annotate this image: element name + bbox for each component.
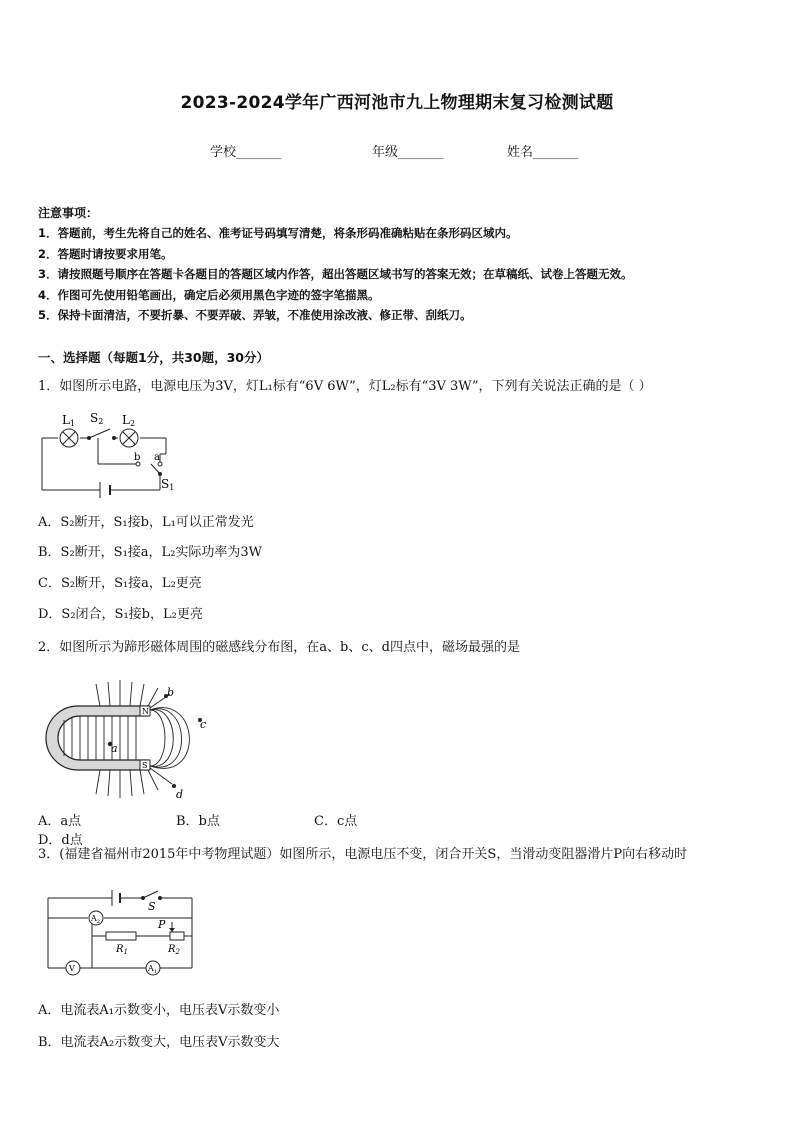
- q1-option-a[interactable]: A．S₂断开，S₁接b，L₁可以正常发光: [38, 515, 254, 530]
- notice-item: 2．答题时请按要求用笔。: [38, 247, 173, 261]
- question-1-stem: 1．如图所示电路，电源电压为3V，灯L₁标有“6V 6W”，灯L₂标有“3V 3W”，下列有关说法正确的是（ ）: [38, 379, 652, 394]
- q2-magnet-field-diagram: [40, 676, 210, 802]
- notice-item: 5．保持卡面清洁，不要折暴、不要弄破、弄皱，不准使用涂改液、修正带、刮纸刀。: [38, 308, 472, 322]
- r2-label: $R_2$: [168, 944, 180, 956]
- north-pole-label: N: [142, 707, 149, 716]
- q1-option-c[interactable]: C．S₂断开，S₁接a，L₂更亮: [38, 576, 202, 591]
- q1-circuit-diagram: [38, 402, 178, 498]
- name-field: 姓名_______: [507, 145, 579, 160]
- point-d-label: d: [176, 788, 184, 801]
- ammeter-a2-label: $A_2$: [91, 914, 100, 925]
- q1-option-d[interactable]: D．S₂闭合，S₁接b，L₂更亮: [38, 607, 203, 622]
- slider-p-label: P: [158, 918, 166, 931]
- notice-title: 注意事项：: [38, 206, 99, 220]
- notice-item: 1．答题前，考生先将自己的姓名、准考证号码填写清楚，将条形码准确粘贴在条形码区域内。: [38, 226, 518, 240]
- r1-label: $R_1$: [116, 944, 128, 956]
- contact-b-label: b: [134, 452, 141, 463]
- grade-field: 年级_______: [372, 145, 444, 160]
- voltmeter-label: V: [69, 964, 75, 973]
- school-field: 学校_______: [210, 145, 282, 160]
- q1-option-b[interactable]: B．S₂断开，S₁接a，L₂实际功率为3W: [38, 545, 263, 560]
- south-pole-label: S: [142, 761, 148, 770]
- section-heading: 一、选择题（每题1分，共30题，30分）: [38, 350, 269, 365]
- ammeter-a1-label: $A_1$: [148, 964, 157, 975]
- point-c-label: c: [200, 718, 207, 731]
- notice-item: 4．作图可先使用铅笔画出，确定后必须用黑色字迹的签字笔描黑。: [38, 288, 380, 302]
- point-a-label: a: [111, 742, 118, 755]
- page-title: 2023-2024学年广西河池市九上物理期末复习检测试题: [180, 93, 614, 113]
- q2-option-a[interactable]: A．a点: [38, 814, 82, 829]
- l2-label: L2: [122, 413, 136, 428]
- question-2-stem: 2．如图所示为蹄形磁体周围的磁感线分布图，在a、b、c、d四点中，磁场最强的是: [38, 640, 520, 655]
- q2-option-d[interactable]: D．d点: [38, 833, 83, 848]
- q2-option-b[interactable]: B．b点: [176, 814, 220, 829]
- q3-circuit-diagram: [42, 884, 202, 978]
- q3-option-a[interactable]: A．电流表A₁示数变小，电压表V示数变小: [38, 1003, 280, 1018]
- q3-option-b[interactable]: B．电流表A₂示数变大，电压表V示数变大: [38, 1035, 280, 1050]
- q2-option-c[interactable]: C．c点: [314, 814, 358, 829]
- question-3-stem: 3．(福建省福州市2015年中考物理试题）如图所示，电源电压不变，闭合开关S，当滑动变阻器滑片P向右移动时: [38, 847, 688, 862]
- switch-s-label: S: [148, 900, 156, 913]
- s1-label: S1: [161, 477, 175, 492]
- contact-a-label: a: [154, 452, 160, 463]
- notice-item: 3．请按照题号顺序在答题卡各题目的答题区域内作答，超出答题区域书写的答案无效；在草稿纸、试卷上答题无效。: [38, 267, 633, 281]
- l1-label: L1: [62, 413, 76, 428]
- s2-label: S2: [90, 411, 104, 426]
- point-b-label: b: [167, 686, 175, 699]
